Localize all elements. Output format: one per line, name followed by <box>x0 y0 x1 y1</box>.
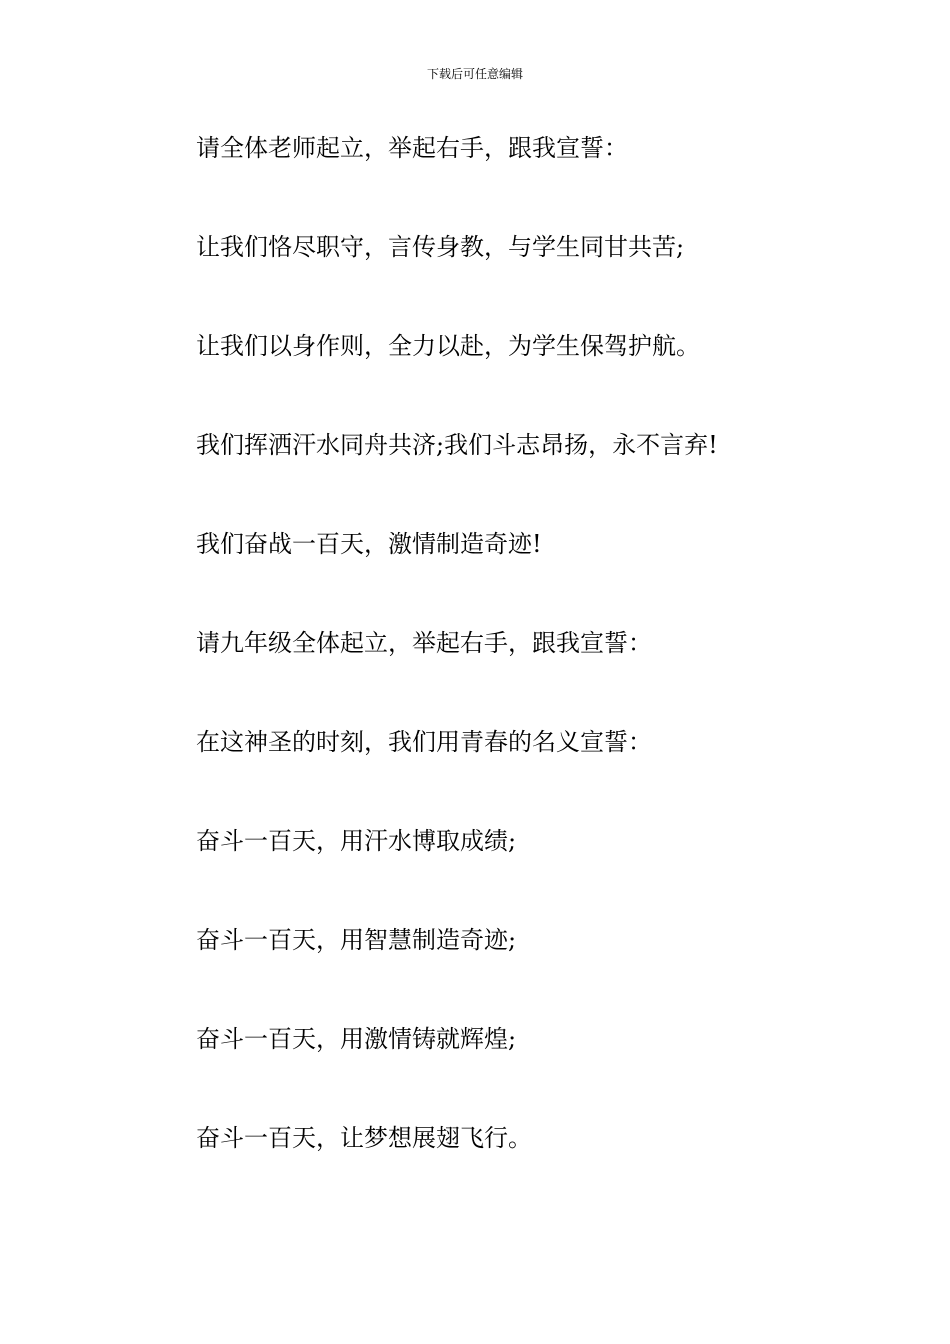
oath-line: 奋斗一百天，用激情铸就辉煌; <box>196 1025 517 1053</box>
page-header: 下载后可任意编辑 <box>426 67 523 81</box>
oath-line: 请全体老师起立，举起右手，跟我宣誓： <box>196 134 628 162</box>
oath-line: 请九年级全体起立，举起右手，跟我宣誓： <box>196 629 652 657</box>
oath-line: 在这神圣的时刻，我们用青春的名义宣誓： <box>196 728 652 756</box>
oath-line: 奋斗一百天，用智慧制造奇迹; <box>196 926 517 954</box>
oath-line: 奋斗一百天，用汗水博取成绩; <box>196 827 517 855</box>
oath-text-body <box>196 128 896 1217</box>
oath-line: 奋斗一百天，让梦想展翅飞行。 <box>196 1124 532 1152</box>
oath-line: 让我们恪尽职守，言传身教，与学生同甘共苦; <box>196 233 685 261</box>
oath-line: 我们挥洒汗水同舟共济;我们斗志昂扬，永不言弃! <box>196 431 718 459</box>
oath-line: 让我们以身作则，全力以赴，为学生保驾护航。 <box>196 332 700 360</box>
oath-line: 我们奋战一百天，激情制造奇迹! <box>196 530 542 558</box>
